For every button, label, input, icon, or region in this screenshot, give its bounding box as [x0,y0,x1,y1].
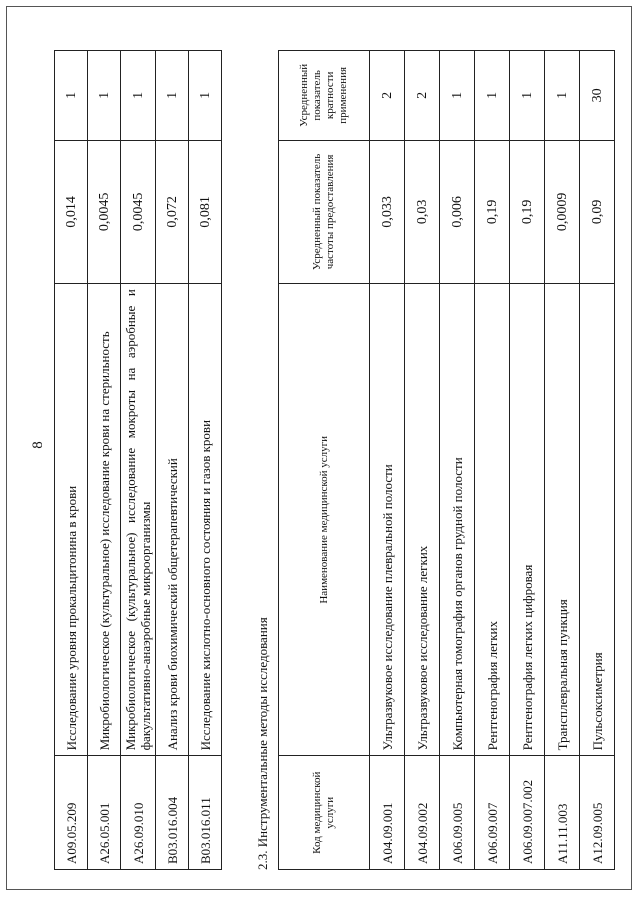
table-row [545,51,580,870]
frequency-value: 0,014 [55,140,88,283]
service-name: Ультразвуковое исследование легких [405,284,440,756]
multiplicity-value: 1 [156,51,189,141]
service-code: A06.09.005 [440,756,475,870]
column-header-name: Наименование медицинской услуги [279,284,370,756]
service-code: A26.09.010 [121,756,156,870]
table-row [405,51,440,870]
table-row [88,51,121,870]
service-name: Компьютерная томография органов грудной полости [440,284,475,756]
service-code: A06.09.007 [475,756,510,870]
frequency-value: 0,006 [440,140,475,283]
table-row [189,51,222,870]
multiplicity-value: 1 [475,51,510,141]
service-code: B03.016.011 [189,756,222,870]
frequency-value: 0,033 [370,140,405,283]
instrumental-methods-table [278,50,615,870]
table-row [370,51,405,870]
service-code: A04.09.001 [370,756,405,870]
table-row [580,51,615,870]
column-header-code: Код медицинской услуги [279,756,370,870]
table-header-row [279,51,370,870]
service-name: Пульсоксиметрия [580,284,615,756]
frequency-value: 0,0045 [121,140,156,283]
frequency-value: 0,19 [475,140,510,283]
service-name: Микробиологическое (культуральное) исследование крови на стерильность [88,284,121,756]
multiplicity-value: 1 [545,51,580,141]
table-row [55,51,88,870]
frequency-value: 0,072 [156,140,189,283]
service-code: B03.016.004 [156,756,189,870]
column-header-multiplicity: Усредненный показатель кратности применения [279,51,370,141]
frequency-value: 0,0009 [545,140,580,283]
table-row [121,51,156,870]
table-row [440,51,475,870]
service-name: Анализ крови биохимический общетерапевтический [156,284,189,756]
service-code: A04.09.002 [405,756,440,870]
multiplicity-value: 1 [510,51,545,141]
service-name: Исследование уровня прокальцитонина в крови [55,284,88,756]
service-name: Трансплевральная пункция [545,284,580,756]
service-name: Ультразвуковое исследование плевральной полости [370,284,405,756]
multiplicity-value: 30 [580,51,615,141]
service-name: Рентгенография легких цифровая [510,284,545,756]
service-code: A26.05.001 [88,756,121,870]
frequency-value: 0,0045 [88,140,121,283]
multiplicity-value: 1 [121,51,156,141]
page-number: 8 [30,441,46,449]
frequency-value: 0,081 [189,140,222,283]
frequency-value: 0,09 [580,140,615,283]
multiplicity-value: 1 [88,51,121,141]
service-code: A11.11.003 [545,756,580,870]
frequency-value: 0,03 [405,140,440,283]
service-name: Исследование кислотно-основного состояния и газов крови [189,284,222,756]
table-row [475,51,510,870]
frequency-value: 0,19 [510,140,545,283]
multiplicity-value: 1 [440,51,475,141]
service-name: Микробиологическое (культуральное) исследование мокроты на аэробные и факультативно-анаэробные микроорганизмы [121,284,156,756]
service-code: A06.09.007.002 [510,756,545,870]
multiplicity-value: 1 [189,51,222,141]
multiplicity-value: 2 [405,51,440,141]
service-name: Рентгенография легких [475,284,510,756]
column-header-frequency: Усредненный показатель частоты предоставления [279,140,370,283]
table-row [510,51,545,870]
rotated-sheet [30,50,610,870]
multiplicity-value: 2 [370,51,405,141]
table-row [156,51,189,870]
service-code: A09.05.209 [55,756,88,870]
multiplicity-value: 1 [55,51,88,141]
lab-tests-table-continued [54,50,222,870]
section-title: 2.3. Инструментальные методы исследования [255,617,270,870]
service-code: A12.09.005 [580,756,615,870]
